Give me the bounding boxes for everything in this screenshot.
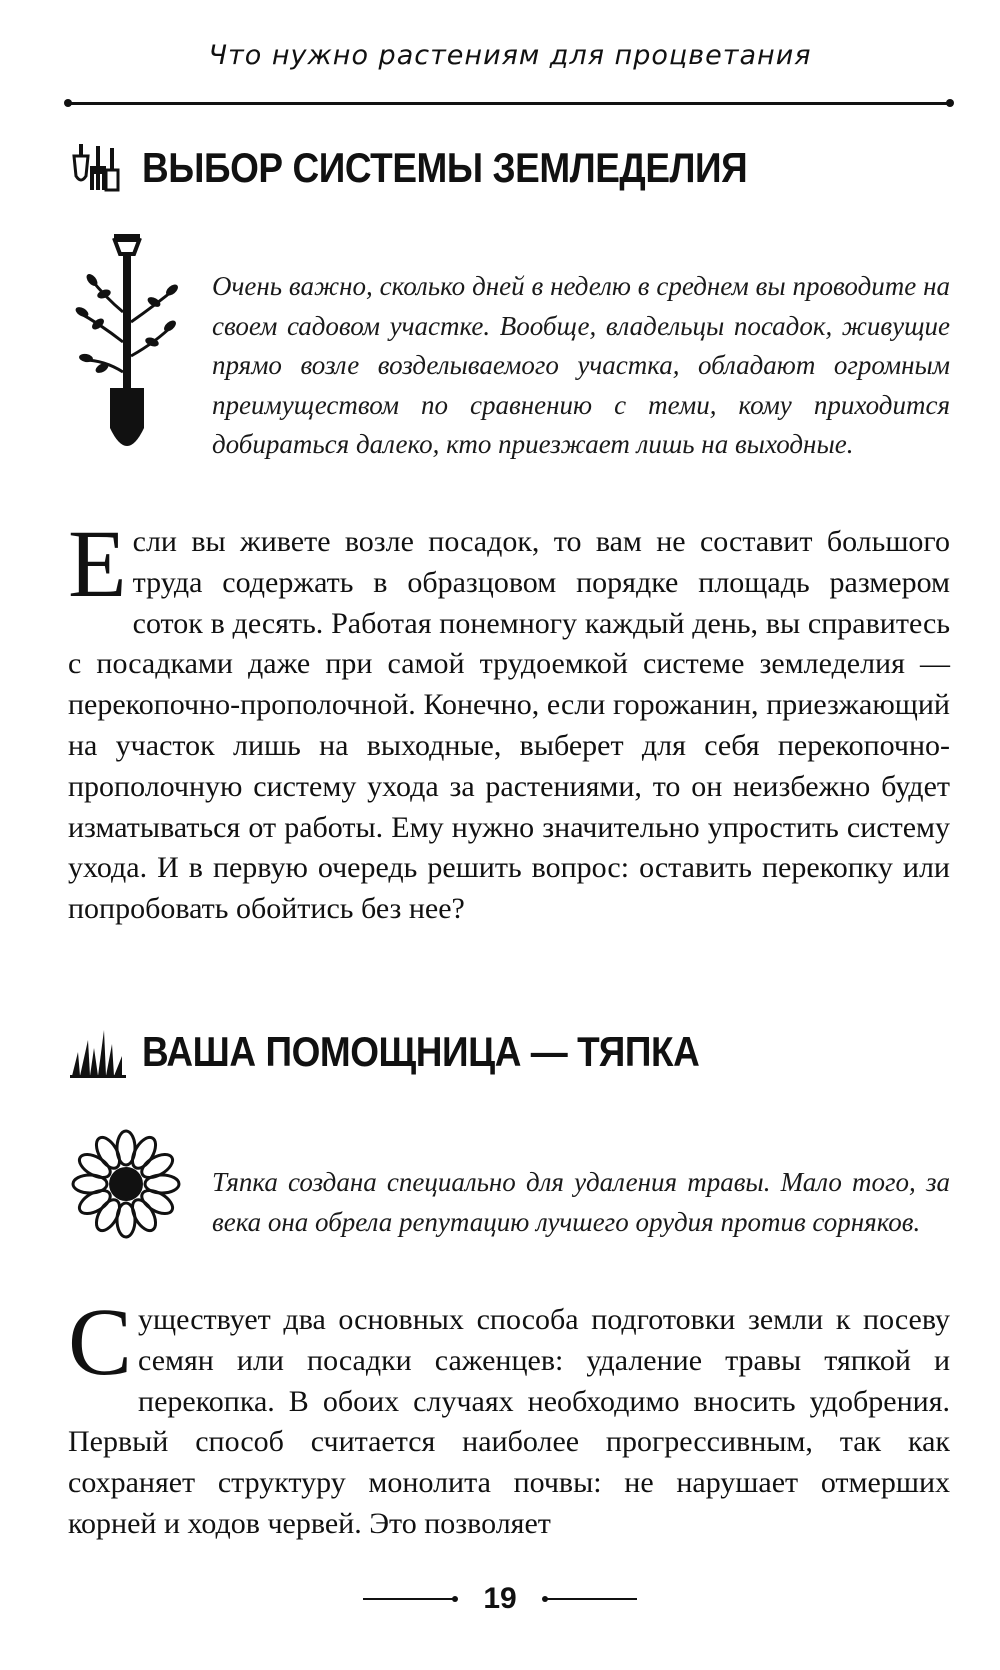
section-body xyxy=(68,1288,950,1545)
page-number: 19 xyxy=(483,1582,517,1615)
header-rule xyxy=(68,102,950,105)
grass-icon xyxy=(68,1022,128,1082)
body-paragraph: сли вы живете возле посадок, то вам не составит большого труда содержать в образцовом порядке площадь размером соток в десять. Работая понемногу каждый день, вы справитесь с посадками даже при самой трудоемкой системе земледелия — перекопочно-прополочной. Конечно, если горожанин, приезжающий на участок лишь на выходные, выберет для себя перекопочно-прополочную систему ухода за растениями, то он неизбежно будет изматываться от работы. Ему нужно значительно упростить систему ухода. И в первую очередь решить вопрос: оставить перекопку или попробовать обойтись без нее? xyxy=(68,525,950,926)
drop-cap: С xyxy=(68,1288,133,1395)
section-heading-farming-system xyxy=(68,138,830,198)
section-heading-text: ВАША ПОМОЩНИЦА — ТЯПКА xyxy=(142,1028,700,1075)
drop-cap: Е xyxy=(68,510,127,617)
section-intro: Очень важно, сколько дней в неделю в среднем вы проводите на своем садовом участке. Вообще, владельцы посадок, живущие прямо возле возделываемого участка, обладают огромным преимуществом по сравнению с теми, кому приходится добираться далеко, кто приезжает лишь на выходные. xyxy=(212,271,950,459)
gardening-tools-icon xyxy=(68,138,128,198)
spade-with-branches-icon xyxy=(70,232,200,464)
running-head: Что нужно растениям для процветания xyxy=(208,40,812,71)
body-paragraph: уществует два основных способа подготовки земли к посеву семян или посадки саженцев: удаление травы тяпкой и перекопка. В обоих случаях необходимо вносить удобрения. Первый способ считается наиболее прогрессивным, так как сохраняет структуру монолита почвы: не нарушает отмерших корней и ходов червей. Это позволяет xyxy=(68,1303,950,1540)
footer-rule-right xyxy=(545,1598,637,1600)
section-heading-text: ВЫБОР СИСТЕМЫ ЗЕМЛЕДЕЛИЯ xyxy=(142,144,748,191)
section-body xyxy=(68,510,950,930)
section-intro: Тяпка создана специально для удаления травы. Мало того, за века она обрела репутацию лучшего орудия против сорняков. xyxy=(212,1167,950,1237)
page-footer xyxy=(0,1582,1000,1616)
footer-rule-left xyxy=(363,1598,455,1600)
section-heading-hoe xyxy=(68,1022,775,1082)
daisy-flower-icon xyxy=(70,1128,182,1240)
